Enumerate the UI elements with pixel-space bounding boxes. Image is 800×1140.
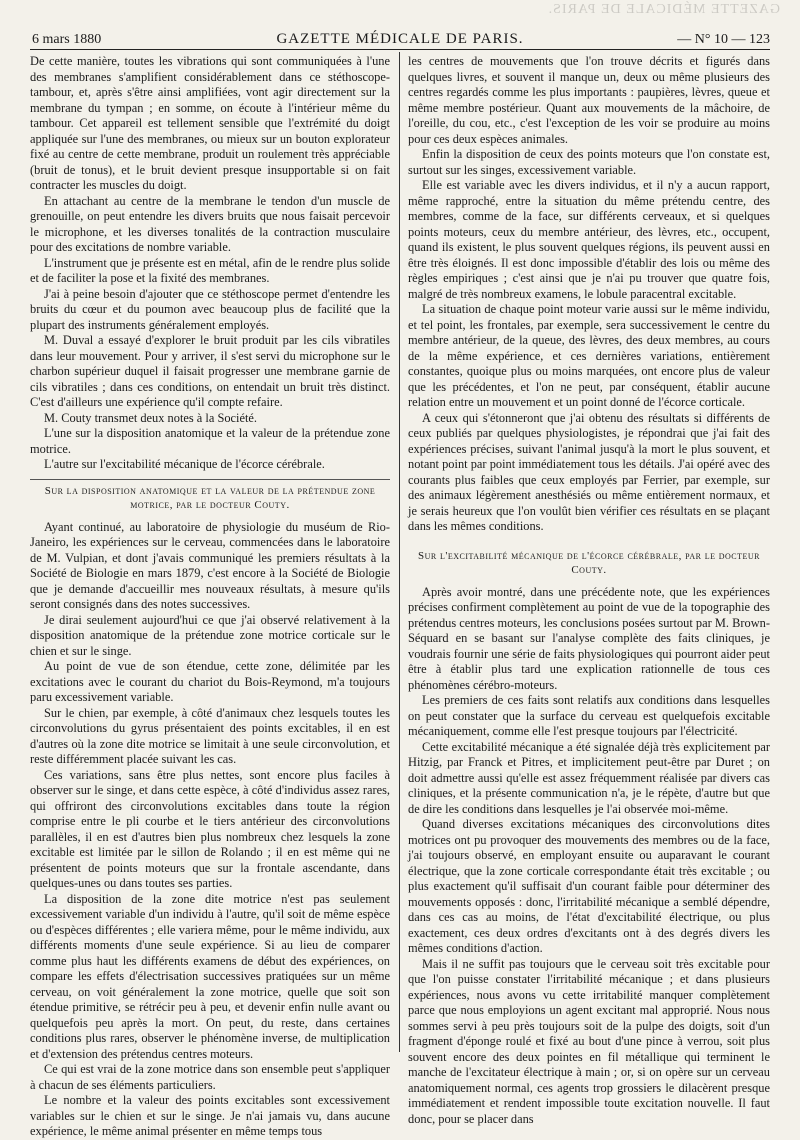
column-divider <box>399 52 400 1052</box>
paragraph: Ce qui est vrai de la zone motrice dans son ensemble peut s'appliquer à chacun de ses éléments particuliers. <box>30 1062 390 1092</box>
paragraph: Sur le chien, par exemple, à côté d'animaux chez lesquels toutes les circonvolutions du gyrus présentaient des points excitables, il en est d'autres où la zone dite motrice se limitait à une seule circonvolution, et reste différemment placée suivant les cas. <box>30 705 390 766</box>
paragraph: A ceux qui s'étonneront que j'ai obtenu des résultats si différents de ceux publiés par quelques physiologistes, je répondrai que j'ai fait des expériences précises, suivant l'animal jusqu'à la mort le plus souvent, et notant point par point immédiatement tous les détails. J'ai opéré avec des courants plus faibles que ceux employés par Ferrier, par exemple, sur des animaux légèrement anesthésiés ou même entièrement normaux, et je serais heureux que l'on voulût bien vérifier ces résultats en se plaçant dans les mêmes conditions. <box>408 410 770 533</box>
header-issue-page: — N° 10 — 123 <box>677 32 770 47</box>
paragraph: Quand diverses excitations mécaniques des circonvolutions dites motrices ont pu provoquer des mouvements des membres ou de la face, j'ai toujours observé, en employant ensuite ou auparavant le courant électrique, que la zone corticale correspondante était très excitable ; ou plus exactement qu'il suffisait d'un courant faible pour déterminer des mouvements opposés : donc, l'irritabilité mécanique a semblé dépendre, dans ces cas au moins, de l'état d'excitabilité électrique, ou plus exactement, ces deux ordres d'excitants ont à des degrés divers les mêmes conditions d'action. <box>408 817 770 955</box>
paragraph: Ces variations, sans être plus nettes, sont encore plus faciles à observer sur le singe, et dans cette espèce, à côté d'individus assez rares, qui offriront des circonvolutions excitables dans toute la région comprise entre le pli courbe et le tiers antérieur des circonvolutions parallèles, il en est d'autres bien plus nombreux chez lesquels la zone excitable est limitée par le sillon de Rolando ; il en est même qui ne présentent de points moteurs que sur la frontale ascendante, dans quelques-unes ou dans toutes ses parties. <box>30 767 390 890</box>
paragraph: Je dirai seulement aujourd'hui ce que j'ai observé relativement à la disposition anatomique de la prétendue zone motrice corticale sur le chien et sur le singe. <box>30 612 390 658</box>
paragraph: J'ai à peine besoin d'ajouter que ce stéthoscope permet d'entendre les bruits du cœur et du poumon avec beaucoup plus de facilité que la plupart des instruments généralement employés. <box>30 286 390 332</box>
paragraph: Elle est variable avec les divers individus, et il n'y a aucun rapport, même rapproché, entre la situation du même prétendu centre, des membres, comme de la face, sur différents cerveaux, et si quelques points moteurs, ceux du membre antérieur, des lèvres, etc., occupent, quand ils existent, le plus souvent quelques régions, ils peuvent aussi en être très éloignés. Il est donc impossible d'établir des lois ou même des règles empiriques ; c'est ainsi que je n'ai pu trouver que quatre fois, malgré de très nombreux examens, le lobule paracentral excitable. <box>408 178 770 301</box>
paragraph: M. Duval a essayé d'explorer le bruit produit par les cils vibratiles dans leur mouvement. Pour y arriver, il s'est servi du microphone sur le charbon supérieur duquel il faisait progresser une membrane garnie de cils vibratiles ; dans ces conditions, on entendait un bruit très distinct. C'est d'ailleurs une expérience qu'il compte refaire. <box>30 333 390 409</box>
right-column <box>408 54 770 1126</box>
paragraph: En attachant au centre de la membrane le tendon d'un muscle de grenouille, on peut entendre les divers bruits que nous faisait percevoir le microphone, et les diverses tonalités de la contraction musculaire pour des excitations de nombre variable. <box>30 193 390 254</box>
header-rule <box>30 49 770 50</box>
paragraph: L'instrument que je présente est en métal, afin de le rendre plus solide et de faciliter la pose et la fixité des membranes. <box>30 255 390 285</box>
paragraph: La disposition de la zone dite motrice n'est pas seulement excessivement variable d'un individu à l'autre, qu'il soit de même espèce ou d'espèces différentes ; elle variera même, pour le même individu, aux différents moments d'une seule expérience. Si au lieu de comparer comme plus haut les différents examens de début des expériences, on compare les effets d'électrisation successives pratiquées sur un même cerveau, on voit généralement la zone motrice, quelle que soit son étendue primitive, se rétrécir peu à peu, et devenir enfin nulle avant ou quelquefois peu après la mort. On peut, du reste, dans certaines conditions plus rares, observer le phénomène inverse, de multiplication et d'extension des prétendus centres moteurs. <box>30 891 390 1061</box>
bleed-through-text <box>0 2 800 24</box>
running-header <box>30 26 770 50</box>
article-heading: Sur l'excitabilité mécanique de l'écorce cérébrale, par le docteur Couty. <box>418 549 760 576</box>
left-column <box>30 54 390 1138</box>
header-date: 6 mars 1880 <box>32 32 102 47</box>
paragraph: les centres de mouvements que l'on trouve décrits et figurés dans quelques livres, et souvent il manque un, deux ou même plusieurs des centres regardés comme les plus importants : paupières, lèvres, queue et même membre postérieur. Quant aux mouvements de la mâchoire, de l'oreille, du cou, etc., c'est l'exception de les voir se produire au moins pour ces deux espèces animales. <box>408 54 770 146</box>
paragraph: Au point de vue de son étendue, cette zone, délimitée par les excitations avec le courant du chariot du Bois-Reymond, m'a toujours paru excessivement variable. <box>30 659 390 704</box>
paragraph: La situation de chaque point moteur varie aussi sur le même individu, et tel point, les frontales, par exemple, sera successivement le centre du membre antérieur, de la queue, des lèvres, des deux membres, au cours de la même expérience, et ces dernières variations, entièrement constantes, quoique plus ou moins marquées, ont encore plus de valeur que les précédentes, et l'on ne peut, par conséquent, établir aucune relation entre un mouvement et un point donné de l'écorce corticale. <box>408 302 770 409</box>
paragraph: Mais il ne suffit pas toujours que le cerveau soit très excitable pour que l'on puisse constater l'irritabilité mécanique ; et dans plusieurs expériences, nous avons vu cette irritabilité manquer complètement parce que nous employions un agent excitant mal approprié. Nous nous sommes servi à peu près toujours soit de la pulpe des doigts, soit d'un fragment d'éponge roulé et fixé au bout d'une pince à verrou, soit plus souvent encore des deux pointes en fil métallique qui terminent le manche de l'excitateur électrique à main ; or, si on opère sur un cerveau anatomiquement normal, ces agents trop grossiers le dilacèrent presque immédiatement et rendent impossible toute excitation nouvelle. Il faut donc, pour se placer dans <box>408 956 770 1126</box>
paragraph: L'une sur la disposition anatomique et la valeur de la prétendue zone motrice. <box>30 426 390 456</box>
article-heading: Sur la disposition anatomique et la valeur de la prétendue zone motrice, par le docteur Couty. <box>30 479 390 512</box>
header-journal-title: GAZETTE MÉDICALE DE PARIS. <box>276 31 524 47</box>
paragraph: Après avoir montré, dans une précédente note, que les expériences précises confirment complètement au point de vue de la topographie des prétendus centres moteurs, les conclusions posées surtout par M. Brown-Séquard en se basant sur l'analyse complète des faits cliniques, je voudrais fournir une série de faits physiologiques qui pourront aider peut être à établir plus tard une explication rationnelle de tous ces phénomènes cérébro-moteurs. <box>408 584 770 692</box>
paragraph: De cette manière, toutes les vibrations qui sont communiquées à l'une des membranes s'amplifient considérablement dans ce stéthoscope-tambour, et, après s'être ainsi amplifiées, vont agir directement sur la membrane du tympan ; en somme, on écoute à l'intérieur même du tambour. Cet appareil est tellement sensible que l'extrémité du doigt appliquée sur l'une des membranes, ou mieux sur un bouton explorateur fixé au centre de cette membrane, produit un roulement très appréciable (bruit de tonus), et le bruit devient presque insupportable si on fait contracter les muscles du doigt. <box>30 54 390 192</box>
paragraph: Ayant continué, au laboratoire de physiologie du muséum de Rio-Janeiro, les expériences sur le cerveau, commencées dans le laboratoire de M. Vulpian, et dont j'avais communiqué les premiers résultats à la Société de Biologie en mars 1879, c'est encore à la Société de Biologie que je demande d'accueillir mes nouveaux résultats, à mesure qu'ils seront consignés dans des notes successives. <box>30 519 390 611</box>
paragraph: Les premiers de ces faits sont relatifs aux conditions dans lesquelles on peut constater que la surface du cerveau est quelquefois excitable mécaniquement, comme elle l'est presque toujours par l'électricité. <box>408 693 770 738</box>
paragraph: Le nombre et la valeur des points excitables sont excessivement variables sur le chien et sur le singe. Je n'ai jamais vu, dans aucune expérience, le même animal présenter en même temps tous <box>30 1093 390 1138</box>
paragraph: Cette excitabilité mécanique a été signalée déjà très explicitement par Hitzig, par Franck et Pitres, et implicitement peut-être par Duret ; on doit admettre aussi qu'elle est assez fréquemment réalisée par divers cas cliniques, et la présente communication n'a, je le répète, d'autre but que de dire les conditions dans lesquelles je l'ai observée moi-même. <box>408 739 770 816</box>
bleed-through-title: GAZETTE MÉDICALE DE PARIS. <box>547 2 780 17</box>
paragraph: Enfin la disposition de ceux des points moteurs que l'on constate est, surtout sur les singes, excessivement variable. <box>408 147 770 177</box>
paragraph: L'autre sur l'excitabilité mécanique de l'écorce cérébrale. <box>44 457 325 471</box>
paragraph: M. Couty transmet deux notes à la Société. <box>44 410 258 425</box>
